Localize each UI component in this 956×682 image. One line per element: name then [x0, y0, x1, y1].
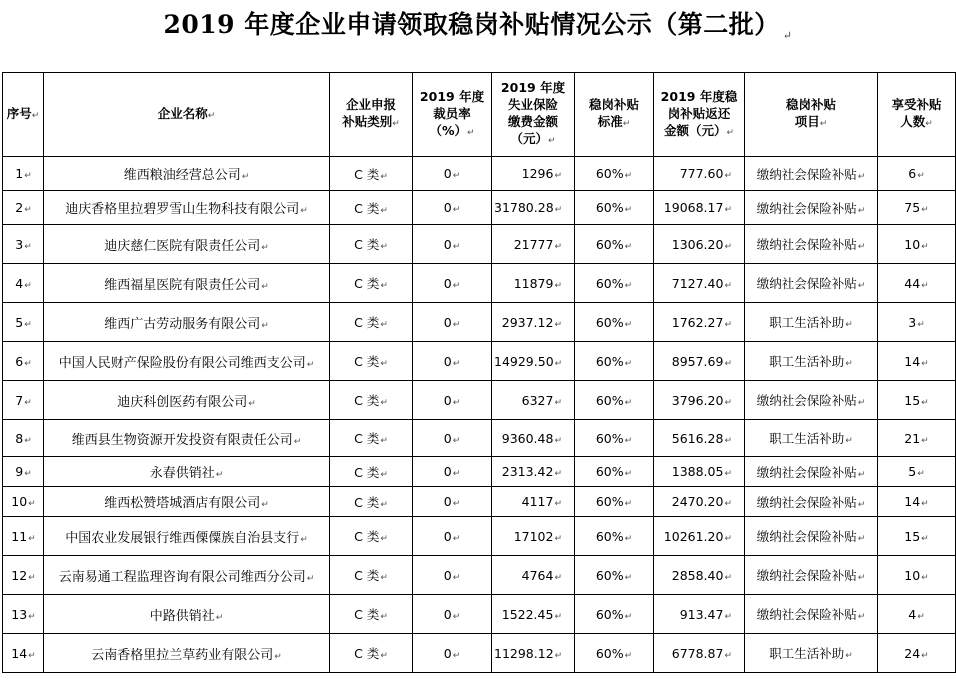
cell-category: C 类↵ — [330, 381, 413, 420]
cell-standard: 60%↵ — [575, 517, 654, 556]
cell-people: 15↵ — [878, 517, 956, 556]
cell-layoff: 0↵ — [413, 595, 492, 634]
title-text: 2019 年度企业申请领取稳岗补贴情况公示（第二批） — [163, 10, 780, 39]
cell-standard: 60%↵ — [575, 303, 654, 342]
cell-premium: 14929.50↵ — [492, 342, 575, 381]
cell-premium: 21777↵ — [492, 225, 575, 264]
table-row — [3, 487, 956, 517]
cell-index: 8↵ — [3, 420, 44, 457]
cell-people: 14↵ — [878, 487, 956, 517]
cell-people: 44↵ — [878, 264, 956, 303]
cell-refund: 1388.05↵ — [654, 457, 745, 487]
cell-standard: 60%↵ — [575, 487, 654, 517]
cell-index: 5↵ — [3, 303, 44, 342]
cell-company: 维西广古劳动服务有限公司↵ — [44, 303, 330, 342]
cell-item: 缴纳社会保险补贴↵ — [745, 595, 878, 634]
cell-layoff: 0↵ — [413, 191, 492, 225]
cell-standard: 60%↵ — [575, 191, 654, 225]
cell-people: 21↵ — [878, 420, 956, 457]
cell-premium: 1522.45↵ — [492, 595, 575, 634]
cell-item: 职工生活补助↵ — [745, 342, 878, 381]
table-row — [3, 157, 956, 191]
cell-refund: 777.60↵ — [654, 157, 745, 191]
table-row — [3, 342, 956, 381]
cell-people: 24↵ — [878, 634, 956, 673]
cell-index: 11↵ — [3, 517, 44, 556]
cell-company: 中国农业发展银行维西傈僳族自治县支行↵ — [44, 517, 330, 556]
header-index: 序号↵ — [3, 73, 44, 157]
cell-index: 6↵ — [3, 342, 44, 381]
cell-layoff: 0↵ — [413, 634, 492, 673]
cell-premium: 9360.48↵ — [492, 420, 575, 457]
cell-premium: 1296↵ — [492, 157, 575, 191]
cell-layoff: 0↵ — [413, 303, 492, 342]
cell-standard: 60%↵ — [575, 634, 654, 673]
table-row — [3, 517, 956, 556]
cell-refund: 913.47↵ — [654, 595, 745, 634]
cell-company: 维西县生物资源开发投资有限责任公司↵ — [44, 420, 330, 457]
cell-index: 3↵ — [3, 225, 44, 264]
cell-item: 缴纳社会保险补贴↵ — [745, 191, 878, 225]
cell-layoff: 0↵ — [413, 381, 492, 420]
cell-standard: 60%↵ — [575, 420, 654, 457]
page-title — [0, 8, 956, 53]
cell-company: 维西福星医院有限责任公司↵ — [44, 264, 330, 303]
cell-people: 15↵ — [878, 381, 956, 420]
cell-people: 10↵ — [878, 556, 956, 595]
table-row — [3, 191, 956, 225]
cell-refund: 2470.20↵ — [654, 487, 745, 517]
cell-category: C 类↵ — [330, 595, 413, 634]
table-row — [3, 303, 956, 342]
cell-refund: 5616.28↵ — [654, 420, 745, 457]
cell-premium: 2937.12↵ — [492, 303, 575, 342]
cell-category: C 类↵ — [330, 634, 413, 673]
cell-index: 2↵ — [3, 191, 44, 225]
cell-premium: 4117↵ — [492, 487, 575, 517]
cell-layoff: 0↵ — [413, 264, 492, 303]
cell-refund: 10261.20↵ — [654, 517, 745, 556]
table-row — [3, 381, 956, 420]
cell-item: 缴纳社会保险补贴↵ — [745, 381, 878, 420]
cell-company: 永春供销社↵ — [44, 457, 330, 487]
cell-category: C 类↵ — [330, 225, 413, 264]
cell-category: C 类↵ — [330, 457, 413, 487]
cell-category: C 类↵ — [330, 191, 413, 225]
cell-standard: 60%↵ — [575, 457, 654, 487]
header-standard: 稳岗补贴 标准↵ — [575, 73, 654, 157]
cell-refund: 2858.40↵ — [654, 556, 745, 595]
cell-item: 缴纳社会保险补贴↵ — [745, 225, 878, 264]
cell-category: C 类↵ — [330, 556, 413, 595]
cell-index: 9↵ — [3, 457, 44, 487]
cell-premium: 11298.12↵ — [492, 634, 575, 673]
cell-premium: 17102↵ — [492, 517, 575, 556]
cell-standard: 60%↵ — [575, 595, 654, 634]
header-row — [3, 73, 956, 157]
cell-company: 中路供销社↵ — [44, 595, 330, 634]
cell-people: 4↵ — [878, 595, 956, 634]
subsidy-table — [2, 72, 956, 673]
cell-people: 6↵ — [878, 157, 956, 191]
cell-premium: 6327↵ — [492, 381, 575, 420]
cell-people: 14↵ — [878, 342, 956, 381]
header-item: 稳岗补贴 项目↵ — [745, 73, 878, 157]
cell-refund: 1306.20↵ — [654, 225, 745, 264]
cell-refund: 7127.40↵ — [654, 264, 745, 303]
cell-layoff: 0↵ — [413, 556, 492, 595]
header-people: 享受补贴 人数↵ — [878, 73, 956, 157]
cell-premium: 31780.28↵ — [492, 191, 575, 225]
cell-company: 云南易通工程监理咨询有限公司维西分公司↵ — [44, 556, 330, 595]
cell-item: 缴纳社会保险补贴↵ — [745, 556, 878, 595]
cell-premium: 2313.42↵ — [492, 457, 575, 487]
cell-index: 4↵ — [3, 264, 44, 303]
cell-layoff: 0↵ — [413, 457, 492, 487]
table-row — [3, 634, 956, 673]
cell-category: C 类↵ — [330, 264, 413, 303]
cell-standard: 60%↵ — [575, 264, 654, 303]
cell-item: 缴纳社会保险补贴↵ — [745, 457, 878, 487]
cell-layoff: 0↵ — [413, 420, 492, 457]
cell-standard: 60%↵ — [575, 556, 654, 595]
cell-layoff: 0↵ — [413, 225, 492, 264]
table-row — [3, 420, 956, 457]
cell-item: 缴纳社会保险补贴↵ — [745, 517, 878, 556]
paragraph-mark-icon: ↵ — [782, 29, 793, 42]
cell-premium: 11879↵ — [492, 264, 575, 303]
cell-company: 迪庆慈仁医院有限责任公司↵ — [44, 225, 330, 264]
cell-people: 5↵ — [878, 457, 956, 487]
cell-refund: 6778.87↵ — [654, 634, 745, 673]
cell-premium: 4764↵ — [492, 556, 575, 595]
cell-refund: 1762.27↵ — [654, 303, 745, 342]
cell-company: 维西粮油经营总公司↵ — [44, 157, 330, 191]
cell-index: 14↵ — [3, 634, 44, 673]
cell-company: 迪庆科创医药有限公司↵ — [44, 381, 330, 420]
cell-refund: 19068.17↵ — [654, 191, 745, 225]
header-layoff-rate: 2019 年度 裁员率 （%）↵ — [413, 73, 492, 157]
cell-standard: 60%↵ — [575, 342, 654, 381]
cell-item: 缴纳社会保险补贴↵ — [745, 157, 878, 191]
cell-layoff: 0↵ — [413, 342, 492, 381]
cell-item: 缴纳社会保险补贴↵ — [745, 264, 878, 303]
table-row — [3, 264, 956, 303]
cell-company: 中国人民财产保险股份有限公司维西支公司↵ — [44, 342, 330, 381]
cell-item: 缴纳社会保险补贴↵ — [745, 487, 878, 517]
header-refund: 2019 年度稳 岗补贴返还 金额（元）↵ — [654, 73, 745, 157]
cell-standard: 60%↵ — [575, 381, 654, 420]
cell-item: 职工生活补助↵ — [745, 303, 878, 342]
header-premium: 2019 年度 失业保险 缴费金额 （元）↵ — [492, 73, 575, 157]
cell-company: 云南香格里拉兰草药业有限公司↵ — [44, 634, 330, 673]
cell-layoff: 0↵ — [413, 157, 492, 191]
cell-refund: 8957.69↵ — [654, 342, 745, 381]
cell-category: C 类↵ — [330, 487, 413, 517]
cell-index: 10↵ — [3, 487, 44, 517]
cell-category: C 类↵ — [330, 342, 413, 381]
table-row — [3, 457, 956, 487]
cell-layoff: 0↵ — [413, 487, 492, 517]
table-row — [3, 556, 956, 595]
table-row — [3, 595, 956, 634]
cell-category: C 类↵ — [330, 517, 413, 556]
cell-item: 职工生活补助↵ — [745, 634, 878, 673]
cell-index: 7↵ — [3, 381, 44, 420]
cell-category: C 类↵ — [330, 157, 413, 191]
cell-item: 职工生活补助↵ — [745, 420, 878, 457]
cell-layoff: 0↵ — [413, 517, 492, 556]
cell-category: C 类↵ — [330, 303, 413, 342]
cell-people: 75↵ — [878, 191, 956, 225]
header-company: 企业名称↵ — [44, 73, 330, 157]
cell-people: 10↵ — [878, 225, 956, 264]
cell-company: 迪庆香格里拉碧罗雪山生物科技有限公司↵ — [44, 191, 330, 225]
cell-category: C 类↵ — [330, 420, 413, 457]
table-row — [3, 225, 956, 264]
cell-company: 维西松赞塔城酒店有限公司↵ — [44, 487, 330, 517]
header-category: 企业申报 补贴类别↵ — [330, 73, 413, 157]
cell-people: 3↵ — [878, 303, 956, 342]
cell-standard: 60%↵ — [575, 225, 654, 264]
cell-index: 1↵ — [3, 157, 44, 191]
cell-index: 13↵ — [3, 595, 44, 634]
cell-standard: 60%↵ — [575, 157, 654, 191]
cell-refund: 3796.20↵ — [654, 381, 745, 420]
cell-index: 12↵ — [3, 556, 44, 595]
